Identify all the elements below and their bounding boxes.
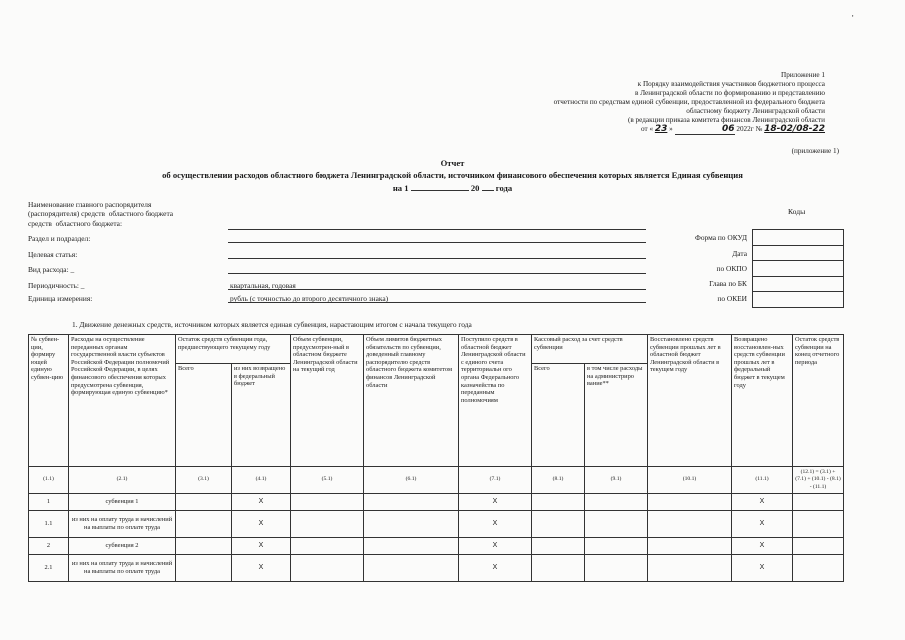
field-line-administrator — [228, 229, 646, 230]
field-label-section: Раздел и подраздел: — [28, 234, 91, 243]
row-name: субвенция 2 — [69, 538, 176, 555]
field-line-section — [228, 242, 646, 243]
table-cell[interactable] — [364, 494, 459, 511]
table-cell[interactable] — [585, 555, 648, 582]
field-line-periodicity — [228, 289, 646, 290]
corner-mark: ' — [852, 14, 854, 23]
field-line-target — [228, 258, 646, 259]
date-suffix: 2022г № — [736, 125, 763, 133]
table-row — [29, 494, 844, 511]
table-cell[interactable] — [793, 555, 844, 582]
code-okpo — [753, 261, 843, 277]
table-cell[interactable] — [648, 555, 732, 582]
field-label-unit: Единица измерения: — [28, 294, 93, 303]
col-number: (6.1) — [364, 467, 459, 494]
table-cell[interactable] — [648, 511, 732, 538]
table-cell[interactable] — [176, 555, 232, 582]
col-header-cash-admin: в том числе расходы на администриро вание** — [585, 364, 648, 467]
order-number: 18-02/08-22 — [764, 124, 825, 134]
date-prefix: от « — [641, 125, 654, 133]
row-name: из них на оплату труда и начислений на выплаты по оплате труда — [69, 555, 176, 582]
col-number: (9.1) — [585, 467, 648, 494]
col-number: (10.1) — [648, 467, 732, 494]
header-line: к Порядку взаимодействия участников бюджетного процесса — [637, 80, 825, 88]
header-line: в Ленинградской области по формированию и представлению — [635, 89, 825, 97]
col-number: (3.1) — [176, 467, 232, 494]
right-label-bk: Глава по БК — [709, 279, 747, 288]
date-day: 23 — [654, 124, 668, 134]
right-label-okei: по ОКЕИ — [717, 294, 747, 303]
col-header-prev-total: Всего — [176, 364, 232, 467]
x-mark: X — [232, 555, 291, 582]
x-mark: X — [232, 494, 291, 511]
table-cell[interactable] — [291, 511, 364, 538]
col-header-received: Поступило средств в областной бюджет Ленинградской области с единого счета территориальн ого органа Федерального казначейства по переданным полномочиям — [459, 335, 532, 467]
col-header-cash-expense: Кассовый расход за счет средств субвенции — [532, 335, 648, 364]
header-date-line — [641, 125, 825, 135]
x-mark: X — [732, 494, 793, 511]
table-row — [29, 538, 844, 555]
report-subtitle: об осуществлении расходов областного бюджета Ленинградской области, источником финансового обеспечения которых является Единая субвенция — [162, 170, 743, 180]
row-number: 2.1 — [29, 555, 69, 582]
table-cell[interactable] — [532, 555, 585, 582]
col-number: (11.1) — [732, 467, 793, 494]
table-cell[interactable] — [532, 494, 585, 511]
col-header-limits: Объем лимитов бюджетных обязательств по субвенции, доведенный главному распорядителю средств областного бюджета комитетом финансов Ленинградской области — [364, 335, 459, 467]
row-number: 2 — [29, 538, 69, 555]
col-header-number: № субвен-ции, формиру ющей единую субвен-цию — [29, 335, 69, 467]
right-label-okud: Форма по ОКУД — [694, 233, 747, 242]
table-cell[interactable] — [793, 511, 844, 538]
field-line-unit — [228, 302, 646, 303]
col-header-returned: Возвращено восстановлен-ных средств субвенции прошлых лет в федеральный бюджет в текущем году — [732, 335, 793, 467]
x-mark: X — [732, 555, 793, 582]
codes-box — [752, 229, 844, 308]
table-row — [29, 511, 844, 538]
table-cell[interactable] — [532, 538, 585, 555]
table-cell[interactable] — [648, 494, 732, 511]
right-label-okpo: по ОКПО — [716, 264, 747, 273]
date-month: 06 — [675, 125, 735, 135]
col-header-cash-total: Всего — [532, 364, 585, 467]
col-header-prev-balance: Остаток средств субвенции года, предшествующего текущему году — [176, 335, 291, 364]
appendix-note: (приложение 1) — [791, 147, 839, 155]
col-header-restored: Восстановлено средств субвенции прошлых лет в областной бюджет Ленинградской области в текущем году — [648, 335, 732, 467]
x-mark: X — [459, 494, 532, 511]
field-label-expense-type: Вид расхода: _ — [28, 265, 75, 274]
row-name: из них на оплату труда и начислений на выплаты по оплате труда — [69, 511, 176, 538]
col-number: (12.1) = (3.1) + (7.1) + (10.1) - (8.1) - (11.1) — [793, 467, 844, 494]
x-mark: X — [459, 538, 532, 555]
table-cell[interactable] — [291, 494, 364, 511]
report-title: Отчет — [440, 158, 465, 168]
table-cell[interactable] — [648, 538, 732, 555]
table-cell[interactable] — [585, 494, 648, 511]
field-label-target: Целевая статья: — [28, 250, 78, 259]
row-name: субвенция 1 — [69, 494, 176, 511]
col-number: (1.1) — [29, 467, 69, 494]
col-header-prev-returned: из них возвращено в федеральный бюджет — [232, 364, 291, 467]
col-number: (7.1) — [459, 467, 532, 494]
table-cell[interactable] — [291, 555, 364, 582]
column-number-row — [29, 467, 844, 494]
table-cell[interactable] — [532, 511, 585, 538]
row-number: 1 — [29, 494, 69, 511]
table-cell[interactable] — [793, 538, 844, 555]
table-cell[interactable] — [291, 538, 364, 555]
right-label-date: Дата — [732, 249, 747, 258]
table-cell[interactable] — [364, 555, 459, 582]
col-header-end-balance: Остаток средств субвенции на конец отчетного периода — [793, 335, 844, 467]
table-cell[interactable] — [364, 511, 459, 538]
table-cell[interactable] — [793, 494, 844, 511]
code-date — [753, 246, 843, 262]
code-okud — [753, 230, 843, 246]
field-label-administrator: Наименование главного распорядителя (распорядителя) средств областного бюджета средств областного бюджета: — [28, 200, 174, 228]
table-cell[interactable] — [176, 511, 232, 538]
header-line: областному бюджету Ленинградской области — [686, 107, 825, 115]
x-mark: X — [459, 511, 532, 538]
x-mark: X — [232, 538, 291, 555]
table-cell[interactable] — [585, 538, 648, 555]
codes-label: Коды — [788, 207, 806, 216]
field-line-expense-type — [228, 273, 646, 274]
x-mark: X — [732, 538, 793, 555]
col-header-expenses: Расходы на осуществление переданных органам государственной власти субъектов Российской Федерации полномочий Российской Федерации, в целях финансового обеспечения которых предусмотрена субвенция, формирующая единую субвенцию* — [69, 335, 176, 467]
date-sep: » — [669, 125, 673, 133]
col-number: (5.1) — [291, 467, 364, 494]
x-mark: X — [459, 555, 532, 582]
report-table — [28, 334, 844, 582]
header-line: (в редакции приказа комитета финансов Ленинградской области — [627, 116, 825, 124]
section-title: 1. Движение денежных средств, источником которых является единая субвенция, нарастающим итогом с начала текущего года — [72, 320, 472, 329]
col-number: (8.1) — [532, 467, 585, 494]
header-line: отчетности по средствам единой субвенции, предоставленной из федерального бюджета — [553, 98, 825, 106]
code-okei — [753, 292, 843, 307]
table-cell[interactable] — [176, 538, 232, 555]
header-line: Приложение 1 — [781, 71, 825, 79]
field-label-periodicity: Периодичность: _ — [28, 281, 85, 290]
col-number: (2.1) — [69, 467, 176, 494]
table-cell[interactable] — [364, 538, 459, 555]
field-value-periodicity: квартальная, годовая — [230, 281, 296, 290]
table-cell[interactable] — [176, 494, 232, 511]
col-header-subvention-volume: Объем субвенции, предусмотрен-ный в областном бюджете Ленинградской области на текущий год — [291, 335, 364, 467]
table-cell[interactable] — [585, 511, 648, 538]
table-row — [29, 555, 844, 582]
report-date-line: на 1 20 года — [392, 183, 513, 193]
col-number: (4.1) — [232, 467, 291, 494]
row-number: 1.1 — [29, 511, 69, 538]
code-bk — [753, 277, 843, 293]
field-value-unit: рубль (с точностью до второго десятичного знака) — [230, 294, 389, 303]
x-mark: X — [732, 511, 793, 538]
x-mark: X — [232, 511, 291, 538]
